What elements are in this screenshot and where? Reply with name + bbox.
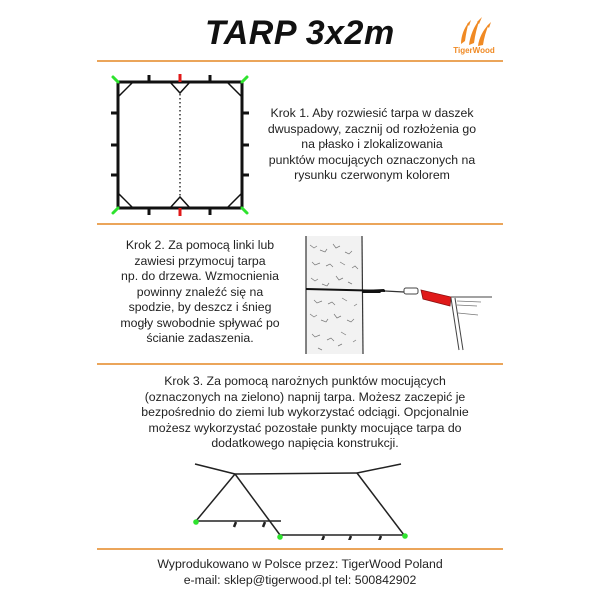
divider-step2	[97, 363, 503, 365]
divider-top	[97, 60, 503, 62]
step-3-text: Krok 3. Za pomocą narożnych punktów mocujących (oznaczonych na zielono) napnij tarpa. Możesz zaczepić je bezpośrednio do ziemi lub wykorzystać odciągi. Opcjonalnie możesz wykorzystać pozostałe punkty mocujące tarpa do dodatkowego napięcia konstrukcji.	[141, 374, 469, 450]
contact-line: e-mail: sklep@tigerwood.pl tel: 500842902	[183, 573, 417, 587]
tree-strap-illustration	[295, 232, 500, 360]
brand-logo	[447, 14, 501, 58]
pitched-tarp-diagram	[180, 455, 420, 540]
brand-name: TigerWood	[453, 46, 495, 55]
tarp-top-view-diagram	[105, 68, 255, 220]
tiger-claw-marks-icon	[447, 14, 501, 48]
step-1-text: Krok 1. Aby rozwiesić tarpa w daszek dwuspadowy, zacznij od rozłożenia go na płasko i zlokalizowania punktów mocujących oznaczonych na rysunku czerwonym kolorem	[267, 106, 477, 182]
page-title: TARP 3x2m	[205, 14, 395, 52]
divider-step1	[97, 223, 503, 225]
manufacturer-line: Wyprodukowano w Polsce przez: TigerWood Poland	[157, 557, 443, 571]
step-2-text: Krok 2. Za pomocą linki lub zawiesi przymocuj tarpa np. do drzewa. Wzmocnienia powinny znaleźć się na spodzie, by deszcz i śnieg mogły swobodnie spływać po ścianie zadaszenia.	[120, 238, 280, 345]
divider-bottom	[97, 548, 503, 550]
footer	[100, 556, 500, 588]
